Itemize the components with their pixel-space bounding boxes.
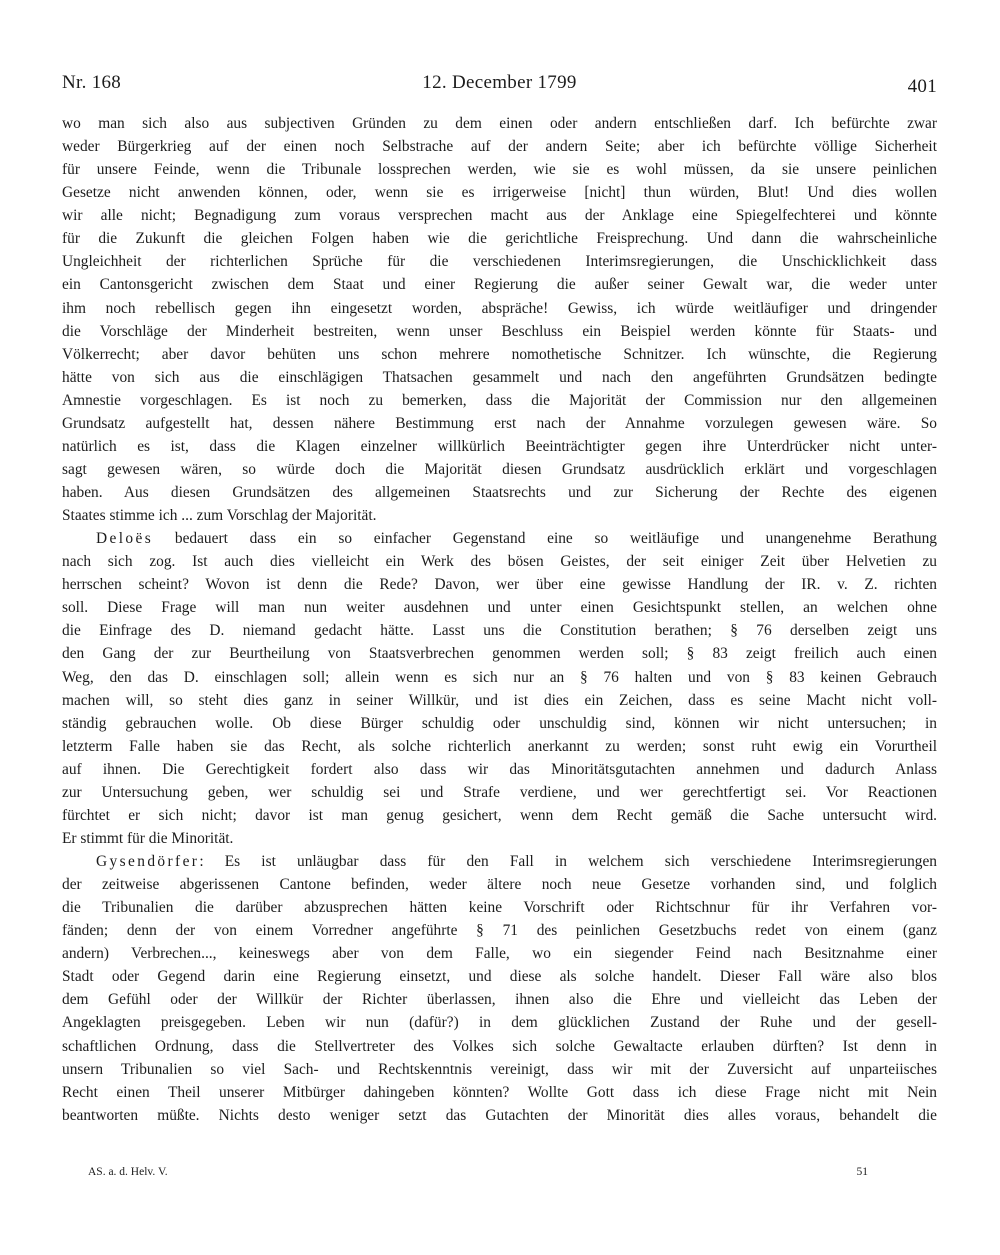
text-line: den Gang der zur Beurtheilung von Staatsverbrechen genommen werden soll; § 83 zeigt freilich auch einen <box>62 645 937 663</box>
text-segment: bedauert dass ein so einfacher Gegenstand eine so weitläufige und unangenehme Berathung <box>174 530 937 548</box>
header-date: 12. December 1799 <box>422 72 577 93</box>
text-line: nach sich zog. Ist auch dies vielleicht ein Werk des bösen Geistes, der seit einiger Zeit über Helvetien zu <box>62 553 937 571</box>
text-line: weder Bürgerkrieg auf der einen noch Selbstrache auf der andern Seite; aber ich befürchte völlige Sicherheit <box>62 138 937 156</box>
text-line: dem Gefühl oder der Willkür der Richter überlassen, ihnen also die Ehre und vielleicht das Leben der <box>62 991 937 1009</box>
text-line: Ungleichheit der richterlichen Sprüche für die verschiedenen Interimsregierungen, die Unschicklichkeit dass <box>62 253 937 271</box>
paragraph-first-line <box>62 527 937 550</box>
text-segment: : Es ist unläugbar dass für den Fall in welchem sich verschiedene Interimsregierungen <box>199 853 937 870</box>
paragraph-first-line <box>62 850 937 873</box>
text-line: haben. Aus diesen Grundsätzen des allgemeinen Staatsrechts und zur Sicherung der Rechte des eigenen <box>62 484 937 501</box>
text-line: andern) Verbrechen..., keineswegs aber von dem Falle, wo ein siegender Feind nach Besitznahme einer <box>62 945 937 963</box>
text-line: wir alle nicht; Begnadigung zum voraus versprechen macht aus der Anklage eine Spiegelfechterei und könnte <box>62 207 937 225</box>
text-line: auf ihnen. Die Gerechtigkeit fordert also dass wir das Minoritätsgutachten annehmen und dadurch Anlass <box>62 760 937 778</box>
text-line: der zeitweise abgerissenen Cantone befinden, weder ältere noch neue Gesetze vorhanden sind, und folglich <box>62 876 937 894</box>
text-line: Amnestie vorgeschlagen. Es ist noch zu bemerken, dass die Majorität der Commission nur den allgemeinen <box>62 391 937 409</box>
document-number: Nr. 168 <box>62 72 122 93</box>
text-line: die Vorschläge der Minderheit bestreiten, wenn unser Beschluss ein Beispiel werden könnte für Staats- und <box>62 322 937 340</box>
text-line: unsern Tribunalien so viel Sach- und Rechtskenntnis vereinigt, dass wir mit der Zuversicht auf unparteiisches <box>62 1060 937 1078</box>
text-line: Weg, den das D. einschlagen soll; allein wenn es sich nur an § 76 halten und von § 83 keinen Gebrauch <box>62 668 937 686</box>
text-line: Er stimmt für die Minorität. <box>62 829 234 847</box>
speaker-name: Deloës <box>96 530 154 548</box>
text-line: ein Cantonsgericht zwischen dem Staat und einer Regierung die außer seiner Gewalt war, die weder unter <box>62 276 937 294</box>
text-line: schaftlichen Ordnung, dass die Stellvertreter des Volkes sich solche Gewaltacte erlauben dürften? Ist denn in <box>62 1037 937 1055</box>
text-line: wo man sich also aus subjectiven Gründen zu dem einen oder andern entschließen darf. Ich befürchte zwar <box>62 115 937 132</box>
text-line: zur Untersuchung geben, wer schuldig sei und Strafe verdiene, und wer gerechtfertigt sei. Vor Reactionen <box>62 783 937 801</box>
sheet-number: 51 <box>856 1166 868 1178</box>
page-footer <box>88 1166 868 1186</box>
text-line: ihm noch rebellisch gegen ihn eingesetzt worden, abspräche! Gewiss, ich würde weitläufiger und dringender <box>62 299 937 317</box>
text-line: Gesetze nicht anwenden können, oder, wenn sie es irrigerweise [nicht] thun würden, Blut! Und dies wollen <box>62 184 937 202</box>
text-line: soll. Diese Frage will man nun weiter ausdehnen und unter einen Gesichtspunkt stellen, an welchen ohne <box>62 599 937 617</box>
text-line: Grundsatz aufgestellt hat, dessen nähere Bestimmung erst nach der Annahme vorzulegen gewesen wäre. So <box>62 414 937 432</box>
text-line: letzterm Falle haben sie das Recht, als solche richterlich anerkannt zu werden; sonst ruht ewig ein Vorurtheil <box>62 737 937 755</box>
text-line: beantworten müßte. Nichts desto weniger setzt das Gutachten der Minorität dies alles voraus, behandelt die <box>62 1106 937 1124</box>
text-line: die Tribunalien die darüber abzusprechen hätten keine Vorschrift oder Richtschnur für ihr Verfahren vor- <box>62 899 937 917</box>
text-line: Stadt oder Gegend darin eine Regierung einsetzt, und diese als solche handelt. Dieser Fall wäre also blos <box>62 968 937 986</box>
text-line: ständig gebrauchen wolle. Ob diese Bürger schuldig oder unschuldig sind, können wir nicht untersuchen; in <box>62 714 937 732</box>
speaker-name: Gysendörfer <box>96 853 200 870</box>
text-line: fänden; denn der von einem Vorredner angeführte § 71 des peinlichen Gesetzbuchs redet von einem (ganz <box>62 922 937 940</box>
text-line: Angeklagten preisgegeben. Leben wir nun (dafür?) in dem glücklichen Zustand der Ruhe und der gesell- <box>62 1014 937 1032</box>
running-header <box>62 72 937 98</box>
signature-mark: AS. a. d. Helv. V. <box>88 1166 168 1178</box>
text-line: machen will, so steht dies ganz in seiner Willkür, und ist dies ein Zeichen, dass es seine Macht nicht voll- <box>62 691 937 709</box>
text-line: natürlich es ist, dass die Klagen einzelner willkürlich Beeinträchtigter gegen ihre Unterdrücker nicht unter- <box>62 437 937 455</box>
text-line: herrschen scheint? Wovon ist denn die Rede? Davon, wer über eine gewisse Handlung der IR. v. Z. richten <box>62 576 937 594</box>
text-line: für die Zukunft die gleichen Folgen haben wie die gerichtliche Freisprechung. Und dann die wahrscheinliche <box>62 230 937 248</box>
text-line: Völkerrecht; aber davor behüten uns schon mehrere nomothetische Schnitzer. Ich wünschte, die Regierung <box>62 345 937 363</box>
text-line: hätte von sich aus die einschlägigen Thatsachen gesammelt und nach den angeführten Grundsätzen bedingte <box>62 368 937 386</box>
text-line: Staates stimme ich ... zum Vorschlag der Majorität. <box>62 507 377 525</box>
text-line: Recht einen Theil unserer Mitbürger dahingeben könnten? Wollte Gott dass ich diese Frage nicht mit Nein <box>62 1083 937 1101</box>
page-number: 401 <box>907 76 937 97</box>
text-line: sagt gewesen wären, so würde doch die Majorität diesen Grundsatz ausdrücklich erklärt und vorgeschlagen <box>62 460 937 478</box>
body-text <box>62 112 937 1127</box>
text-line: fürchtet er sich nicht; davor ist man genug gesichert, wenn dem Recht gemäß die Sache untersucht wird. <box>62 806 937 824</box>
text-line: für unsere Feinde, wenn die Tribunale lossprechen werden, wie sie es wohl müssen, da sie unsere peinlichen <box>62 161 937 179</box>
text-line: die Einfrage des D. niemand gedacht hätte. Lasst uns die Constitution berathen; § 76 derselben zeigt uns <box>62 622 937 640</box>
